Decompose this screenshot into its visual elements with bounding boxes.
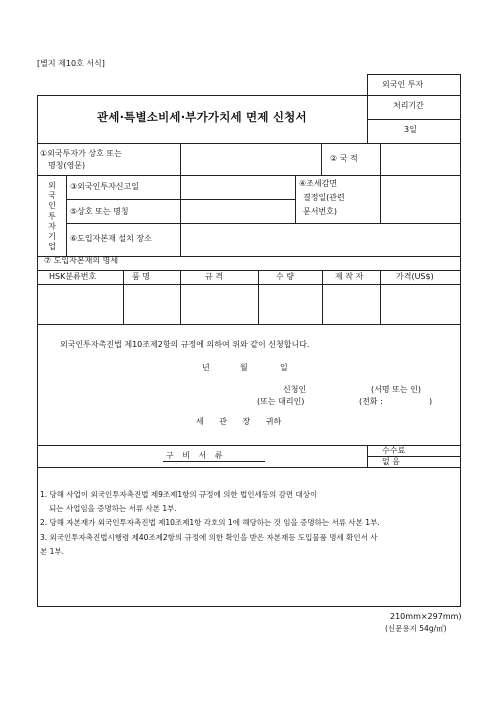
fee-value: 없 음 <box>382 457 400 466</box>
agent-label: (또는 대리인) <box>257 397 305 406</box>
phone-label: (전화 : <box>359 397 383 406</box>
doc-item-2: 2. 당해 자본재가 외국인투자촉진법 제10조제1항 각호의 1에 해당하는 것 임을 증명하는 서류 사본 1부. <box>40 518 380 527</box>
tax-decision-label-2: 결정일(관련 <box>303 193 345 202</box>
tax-decision-label-3: 문서번호) <box>303 207 338 216</box>
col-hsk: HSK분류번호 <box>49 272 97 281</box>
date-year: 년 <box>202 363 210 372</box>
phone-close: ) <box>429 397 433 406</box>
col-price: 가격(US$) <box>396 272 434 281</box>
investor-name-field[interactable] <box>181 144 321 175</box>
date-day: 일 <box>280 363 288 372</box>
tax-decision-label: ④조세감면 <box>299 179 338 188</box>
nationality-field[interactable] <box>381 144 460 175</box>
doc-item-1-cont: 되는 사업임을 증명하는 서류 사본 1부. <box>49 504 177 513</box>
col-spec: 규 격 <box>205 272 223 281</box>
nationality-label: ② 국 적 <box>330 154 358 163</box>
trade-name-label: ⑤상호 또는 명칭 <box>70 207 129 216</box>
report-date-label: ③외국인투자신고일 <box>70 182 139 191</box>
col-quantity: 수 량 <box>276 272 294 281</box>
applicant-label: 신청인 <box>283 385 307 394</box>
processing-period-label: 처리기간 <box>393 101 424 110</box>
investor-name-label: ①외국투자가 상호 또는 <box>40 149 122 158</box>
form-number-label: [별지 제10호 서식] <box>37 59 105 68</box>
form-title: 관세·특별소비세·부가가치세 면제 신청서 <box>97 110 307 124</box>
addressee: 세 관 장 귀하 <box>196 417 282 426</box>
fee-label: 수수료 <box>382 446 406 455</box>
documents-header: 구 비 서 류 <box>166 451 223 460</box>
paper-spec: (신문용지 54g/㎡) <box>385 624 447 633</box>
col-maker: 제 작 자 <box>335 272 364 281</box>
tax-decision-field[interactable] <box>381 176 460 222</box>
col-item-name: 품 명 <box>132 272 150 281</box>
report-date-field[interactable] <box>181 176 295 199</box>
foreign-enterprise-label: 외국인투자기업 <box>48 181 56 252</box>
install-place-field[interactable] <box>181 224 460 255</box>
declaration-text: 외국인투자촉진법 제10조제2항의 규정에 의하여 위와 같이 신청합니다. <box>60 340 310 349</box>
install-place-label: ⑥도입자본재 설치 장소 <box>70 234 152 243</box>
doc-item-1: 1. 당해 사업이 외국인투자촉진법 제9조제1항의 규정에 의한 법인세등의 감면 대상이 <box>40 490 318 499</box>
signature-label: (서명 또는 인) <box>371 385 421 394</box>
investor-name-label-2: 명칭(영문) <box>48 161 86 170</box>
doc-item-3-cont: 본 1부. <box>40 547 65 556</box>
category-label: 외국인 투자 <box>382 80 424 89</box>
date-month: 월 <box>240 363 248 372</box>
goods-row[interactable] <box>38 285 460 323</box>
trade-name-field[interactable] <box>181 200 295 223</box>
doc-item-3: 3. 외국인투자촉진법시행령 제40조제2항의 규정에 의한 확인을 받은 자본재등 도입물품 명세 확인서 사 <box>40 533 378 542</box>
processing-period-value: 3일 <box>404 125 417 134</box>
goods-section-title: ⑦ 도입자본재의 명세 <box>44 256 119 265</box>
paper-size: 210mm×297mm) <box>390 612 462 621</box>
